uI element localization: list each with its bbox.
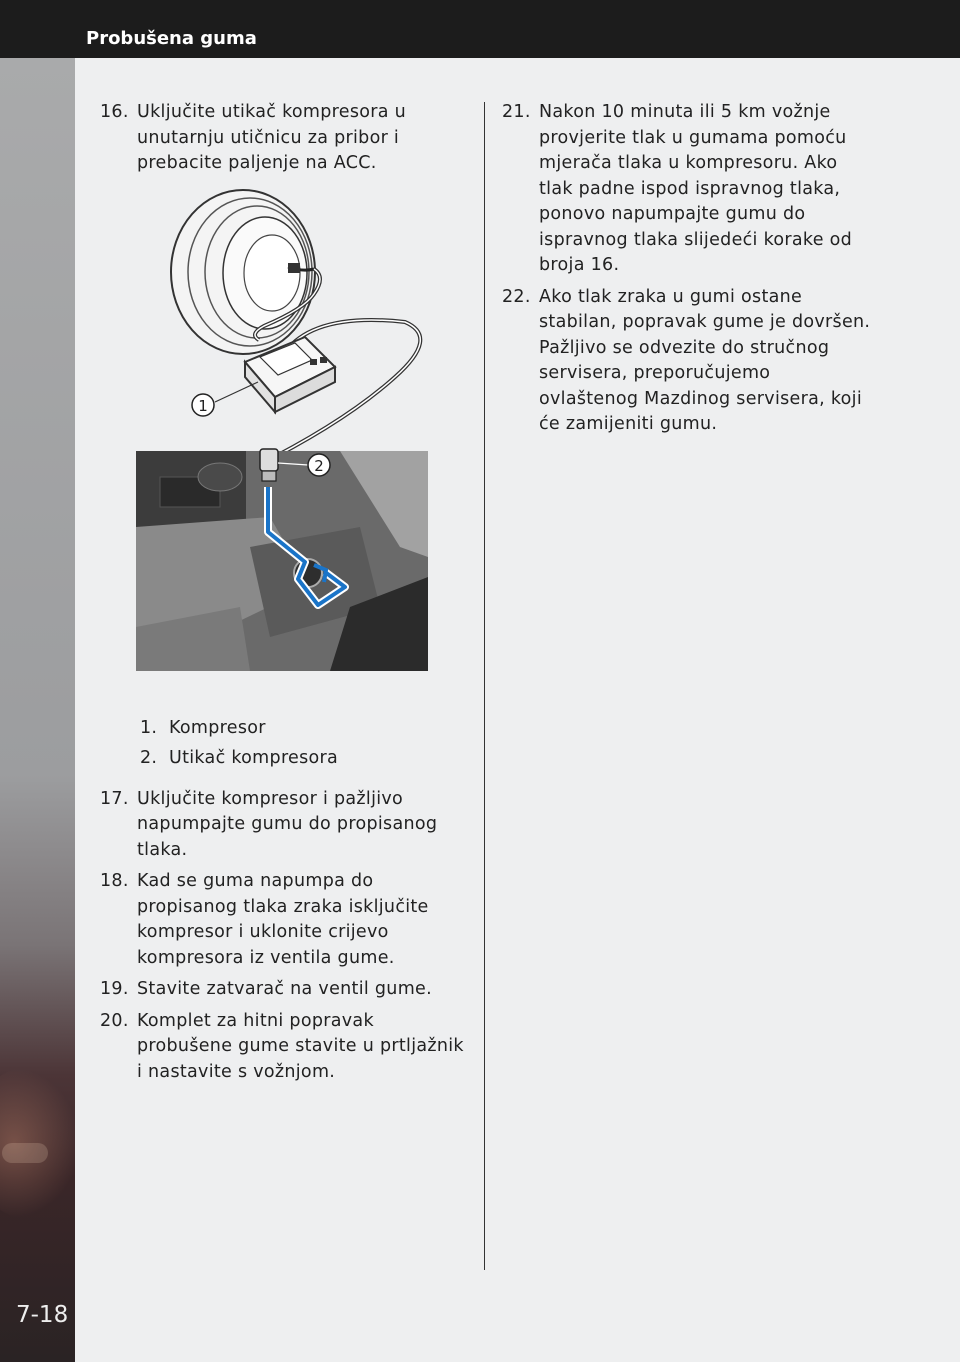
side-decoration <box>0 58 75 1362</box>
step-number: 19. <box>100 979 129 999</box>
step-text: Kad se guma napumpa do propisanog tlaka zraka isključite kompresor i uklonite crijevo kompresora iz ventila gume. <box>137 871 429 968</box>
column-divider <box>484 102 485 1270</box>
tire-icon <box>171 190 315 354</box>
section-title: Probušena guma <box>86 28 257 49</box>
step-number: 18. <box>100 871 129 891</box>
legend-text: Kompresor <box>169 717 266 738</box>
step-number: 17. <box>100 788 129 809</box>
legend-item <box>100 713 470 743</box>
step-17 <box>100 787 470 864</box>
step-text: Komplet za hitni popravak probušene gume stavite u prtljažnik i nastavite s vožnjom. <box>137 1010 464 1082</box>
step-text: Ako tlak zraka u gumi ostane stabilan, popravak gume je dovršen. Pažljivo se odvezite do stručnog servisera, preporučujemo ovlaštenog Mazdinog servisera, koji će zamijeniti gumu. <box>539 286 871 434</box>
step-number: 20. <box>100 1010 129 1031</box>
figure-legend <box>100 713 470 773</box>
step-21 <box>502 100 872 279</box>
step-number: 16. <box>100 102 129 122</box>
compressor-illustration <box>100 187 470 707</box>
right-column <box>502 100 872 444</box>
page-number: 7-18 <box>16 1302 69 1328</box>
left-column <box>100 100 470 1091</box>
step-22 <box>502 285 872 438</box>
legend-text: Utikač kompresora <box>169 747 339 768</box>
plug-icon <box>260 449 278 481</box>
legend-item <box>100 743 470 773</box>
car-headlight-lamp <box>2 1143 48 1163</box>
page-header <box>0 0 960 58</box>
step-text: Uključite utikač kompresora u unutarnju utičnicu za pribor i prebacite paljenje na ACC. <box>137 102 407 173</box>
step-18 <box>100 869 470 971</box>
step-19 <box>100 977 470 1003</box>
callout-1: 1 <box>198 396 208 415</box>
step-20 <box>100 1009 470 1086</box>
step-number: 22. <box>502 286 531 307</box>
legend-number: 2. <box>140 747 158 768</box>
step-16 <box>100 100 470 177</box>
step-text: Nakon 10 minuta ili 5 km vožnje provjerite tlak u gumama pomoću mjerača tlaka u kompresoru. Ako tlak padne ispod ispravnog tlaka, ponovo napumpajte gumu do ispravnog tlaka slijedeći korake od broja 16. <box>539 102 853 275</box>
callout-2: 2 <box>314 456 324 475</box>
compressor-illustration-svg <box>100 187 470 707</box>
step-text: Stavite zatvarač na ventil gume. <box>137 979 432 999</box>
console-photo <box>136 451 428 671</box>
legend-number: 1. <box>140 717 158 738</box>
step-text: Uključite kompresor i pažljivo napumpajte gumu do propisanog tlaka. <box>137 788 438 860</box>
step-number: 21. <box>502 102 531 122</box>
